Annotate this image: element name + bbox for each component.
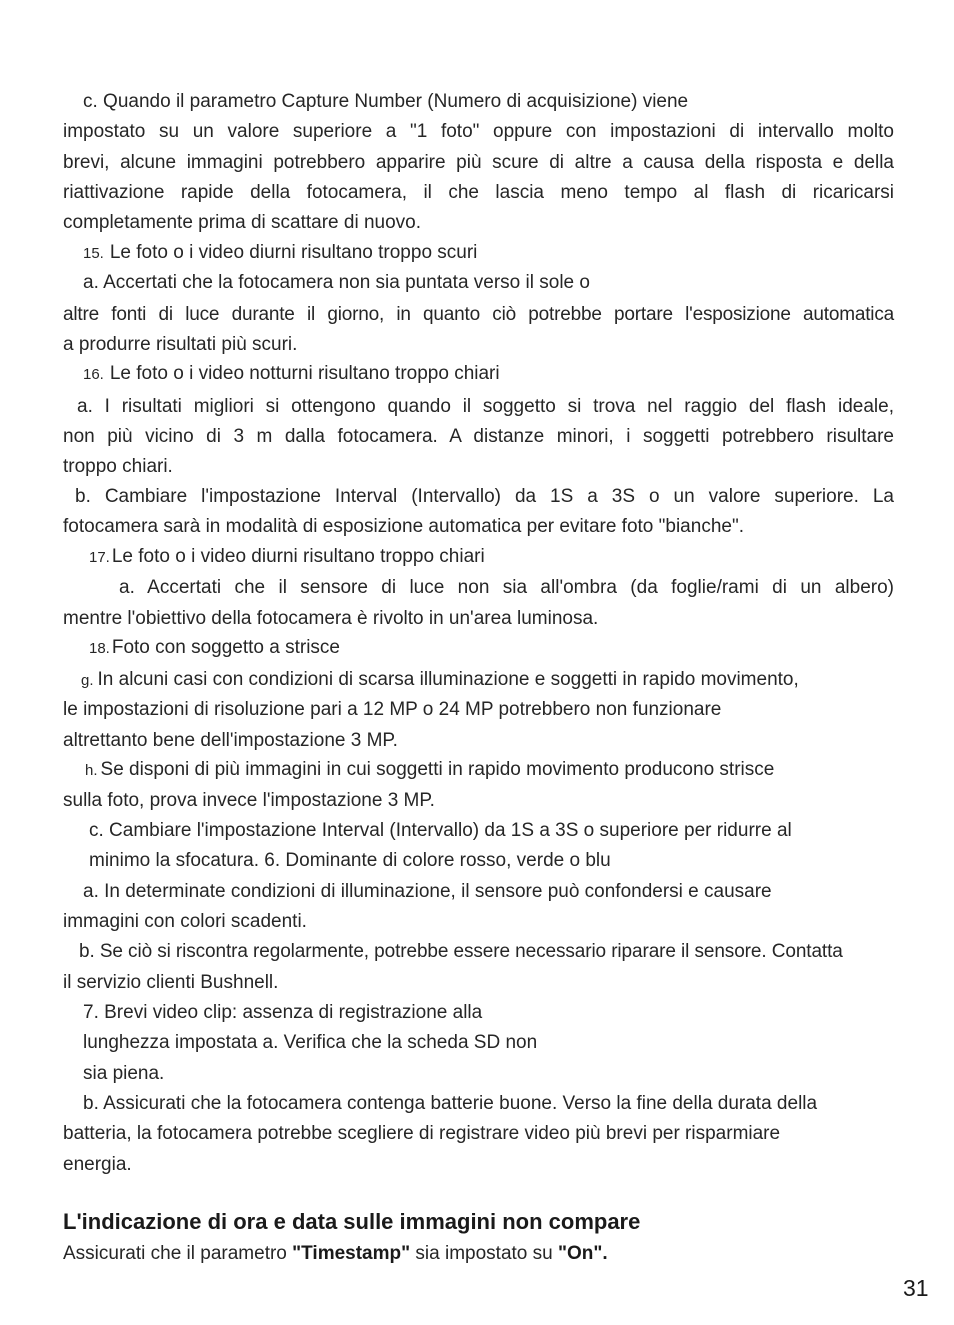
text-line: g. In alcuni casi con condizioni di scarsa illuminazione e soggetti in rapido movimento,	[81, 669, 799, 690]
text-line: batteria, la fotocamera potrebbe scegliere di registrare video più brevi per risparmiare	[63, 1123, 781, 1144]
item-title: Le foto o i video diurni risultano troppo scuri	[109, 242, 478, 263]
text-line: a produrre risultati più scuri.	[63, 334, 298, 355]
text-line: altre fonti di luce durante il giorno, in quanto ciò potrebbe portare l'esposizione automatica	[63, 304, 894, 325]
text-line: sia piena.	[83, 1063, 165, 1084]
text-line: il servizio clienti Bushnell.	[63, 972, 279, 993]
list-item-17	[89, 545, 485, 570]
text-line: energia.	[63, 1154, 132, 1175]
text-line: mentre l'obiettivo della fotocamera è rivolto in un'area luminosa.	[63, 608, 599, 629]
item-number: 16.	[83, 366, 104, 383]
text-line: completamente prima di scattare di nuovo.	[63, 212, 422, 233]
text-line: h. Se disponi di più immagini in cui soggetti in rapido movimento producono strisce	[85, 759, 775, 780]
text-line: impostato su un valore superiore a "1 foto" oppure con impostazioni di intervallo molto	[63, 121, 894, 142]
text-line: b. Se ciò si riscontra regolarmente, potrebbe essere necessario riparare il sensore. Contatta	[79, 941, 843, 962]
list-item-15	[83, 241, 477, 266]
text-line: fotocamera sarà in modalità di esposizione automatica per evitare foto "bianche".	[63, 516, 744, 537]
list-item-18	[89, 636, 340, 661]
page-number: 31	[903, 1275, 929, 1301]
text-line: troppo chiari.	[63, 456, 173, 477]
item-number: 17.	[89, 549, 110, 566]
list-item-16	[83, 362, 500, 387]
text-line: a. In determinate condizioni di illuminazione, il sensore può confondersi e causare	[83, 881, 772, 902]
text-line: brevi, alcune immagini potrebbero apparire più scure di altre a causa della risposta e della	[63, 152, 894, 173]
section-heading: L'indicazione di ora e data sulle immagini non compare	[63, 1209, 641, 1234]
timestamp-param: "Timestamp"	[292, 1243, 411, 1264]
text-line: a. I risultati migliori si ottengono quando il soggetto si trova nel raggio del flash ideale,	[77, 396, 894, 417]
item-title: Le foto o i video notturni risultano troppo chiari	[109, 363, 500, 384]
on-value: "On".	[557, 1243, 608, 1264]
text-line: c. Quando il parametro Capture Number (Numero di acquisizione) viene	[83, 91, 689, 112]
item-title: Le foto o i video diurni risultano troppo chiari	[111, 546, 485, 567]
item-letter: h.	[85, 762, 98, 779]
text-line: b. Assicurati che la fotocamera contenga batterie buone. Verso la fine della durata della	[83, 1093, 818, 1114]
section-text: Assicurati che il parametro "Timestamp" sia impostato su "On".	[63, 1243, 608, 1264]
text-line: minimo la sfocatura. 6. Dominante di colore rosso, verde o blu	[89, 850, 611, 871]
text-line: 7. Brevi video clip: assenza di registrazione alla	[83, 1002, 483, 1023]
text-line: altrettanto bene dell'impostazione 3 MP.	[63, 730, 398, 751]
item-letter: g.	[81, 672, 94, 689]
text-line: c. Cambiare l'impostazione Interval (Intervallo) da 1S a 3S o superiore per ridurre al	[89, 820, 792, 841]
text-line: a. Accertati che la fotocamera non sia puntata verso il sole o	[83, 272, 590, 293]
item-title: Foto con soggetto a strisce	[111, 637, 340, 658]
item-number: 15.	[83, 245, 104, 262]
text-line: lunghezza impostata a. Verifica che la scheda SD non	[83, 1032, 538, 1053]
text-line: riattivazione rapide della fotocamera, il che lascia meno tempo al flash di ricaricarsi	[63, 182, 894, 203]
text-line: b. Cambiare l'impostazione Interval (Intervallo) da 1S a 3S o un valore superiore. La	[75, 486, 894, 507]
text-line: a. Accertati che il sensore di luce non sia all'ombra (da foglie/rami di un albero)	[119, 577, 894, 598]
item-number: 18.	[89, 640, 110, 657]
text-line: le impostazioni di risoluzione pari a 12 MP o 24 MP potrebbero non funzionare	[63, 699, 722, 720]
text-line: non più vicino di 3 m dalla fotocamera. A distanze minori, i soggetti potrebbero risultare	[63, 426, 894, 447]
text-line: immagini con colori scadenti.	[63, 911, 307, 932]
text-line: sulla foto, prova invece l'impostazione 3 MP.	[63, 790, 435, 811]
